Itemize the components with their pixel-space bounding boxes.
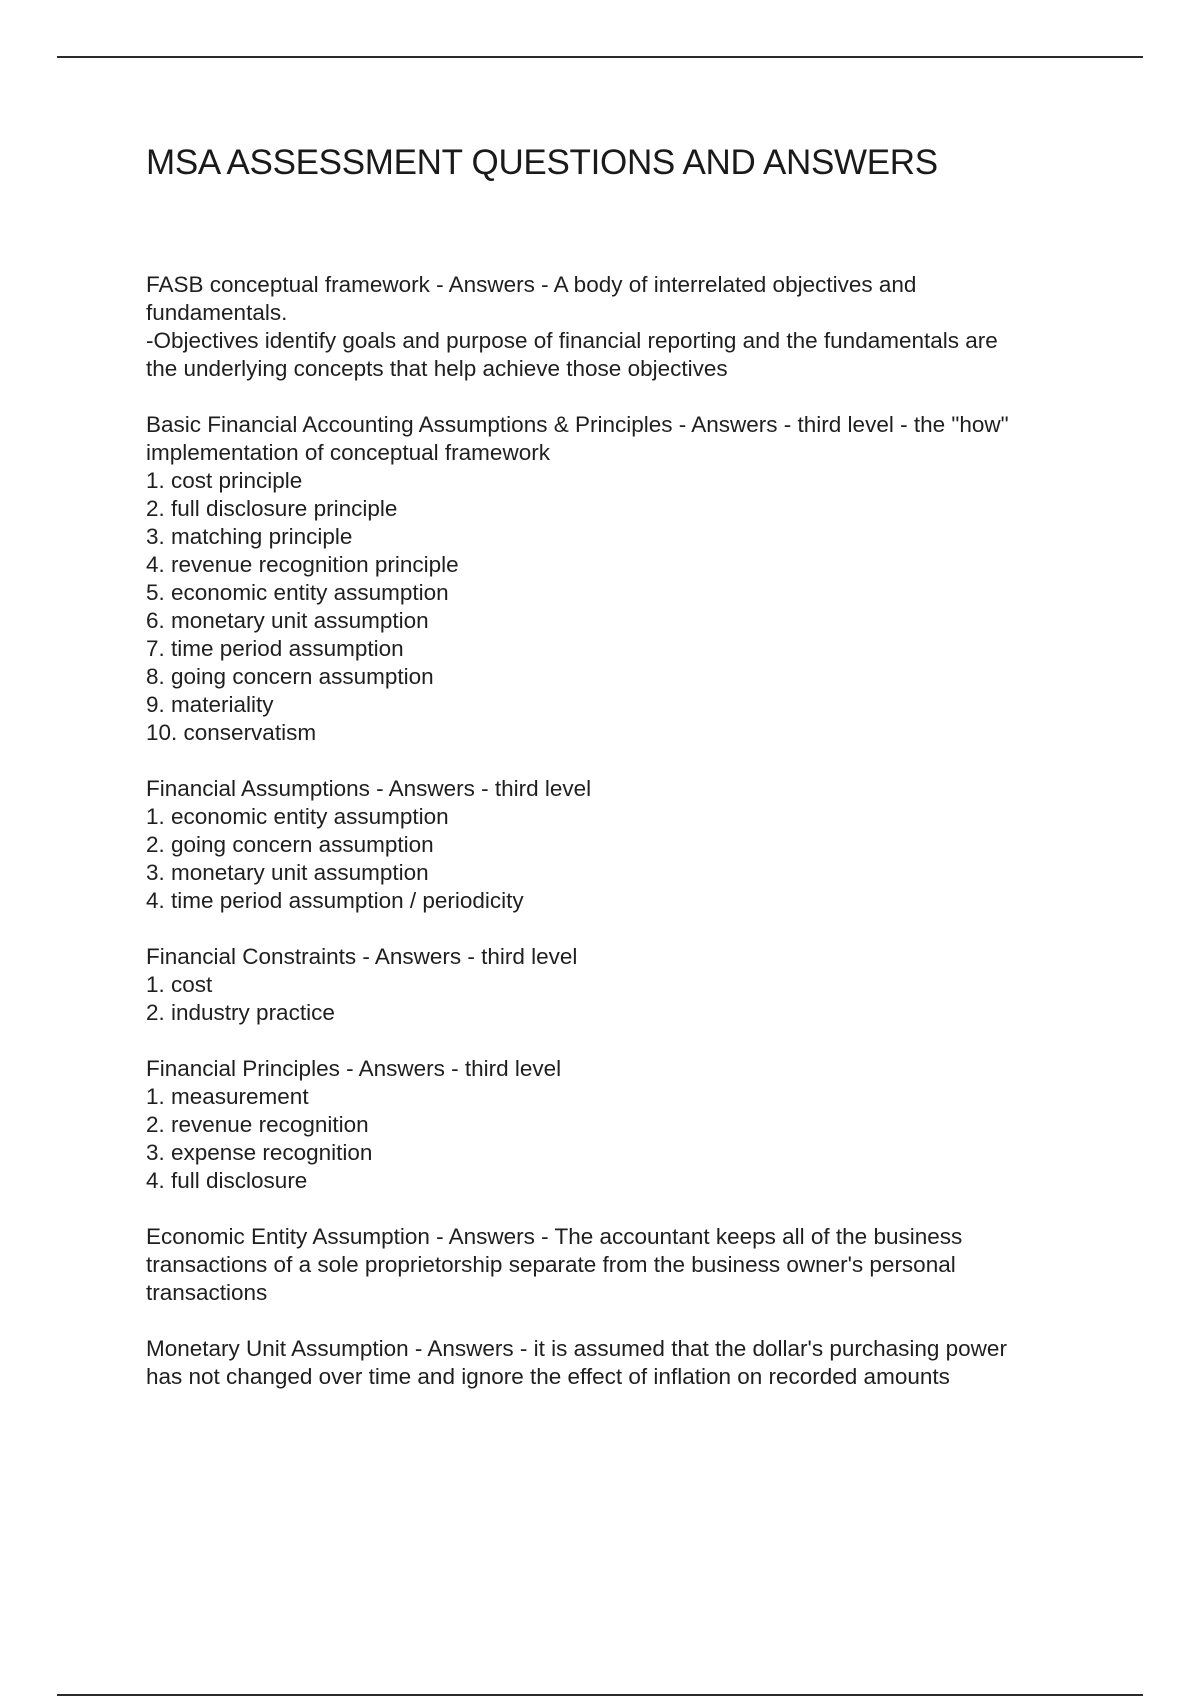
qa-entry xyxy=(146,943,1086,1027)
top-rule xyxy=(57,56,1143,58)
answer-list-item: 3. monetary unit assumption xyxy=(146,860,429,885)
qa-text-line: FASB conceptual framework - Answers - A body of interrelated objectives and xyxy=(146,272,917,297)
answer-list-item: 1. cost principle xyxy=(146,468,303,493)
qa-entry xyxy=(146,411,1086,747)
page-title: MSA ASSESSMENT QUESTIONS AND ANSWERS xyxy=(146,143,938,182)
qa-entry xyxy=(146,775,1086,915)
document-body xyxy=(146,271,1086,1419)
answer-list-item: 2. revenue recognition xyxy=(146,1112,369,1137)
answer-list-item: 3. matching principle xyxy=(146,524,353,549)
qa-text-line: Economic Entity Assumption - Answers - The accountant keeps all of the business xyxy=(146,1224,963,1249)
qa-text-line: implementation of conceptual framework xyxy=(146,440,550,465)
answer-list-item: 1. measurement xyxy=(146,1084,309,1109)
qa-text-line: transactions of a sole proprietorship separate from the business owner's personal xyxy=(146,1252,956,1277)
bottom-rule xyxy=(57,1694,1143,1696)
qa-text-line: fundamentals. xyxy=(146,300,288,325)
qa-text-line: Financial Principles - Answers - third level xyxy=(146,1056,562,1081)
answer-list-item: 2. going concern assumption xyxy=(146,832,434,857)
answer-list xyxy=(146,971,1086,1027)
qa-entry xyxy=(146,1223,1086,1307)
answer-list-item: 10. conservatism xyxy=(146,720,317,745)
answer-list-item: 2. full disclosure principle xyxy=(146,496,398,521)
answer-list xyxy=(146,803,1086,915)
answer-list-item: 7. time period assumption xyxy=(146,636,404,661)
qa-text-line: Monetary Unit Assumption - Answers - it is assumed that the dollar's purchasing power xyxy=(146,1336,1007,1361)
qa-text-line: transactions xyxy=(146,1280,268,1305)
qa-text-line: Financial Assumptions - Answers - third level xyxy=(146,776,592,801)
qa-text-line: Basic Financial Accounting Assumptions & Principles - Answers - third level - the "how" xyxy=(146,412,1009,437)
answer-list-item: 4. revenue recognition principle xyxy=(146,552,459,577)
qa-entry xyxy=(146,271,1086,383)
answer-list-item: 2. industry practice xyxy=(146,1000,335,1025)
answer-list-item: 4. full disclosure xyxy=(146,1168,308,1193)
answer-list xyxy=(146,1083,1086,1195)
answer-list xyxy=(146,467,1086,747)
answer-list-item: 1. cost xyxy=(146,972,213,997)
answer-list-item: 6. monetary unit assumption xyxy=(146,608,429,633)
answer-list-item: 1. economic entity assumption xyxy=(146,804,449,829)
answer-list-item: 3. expense recognition xyxy=(146,1140,373,1165)
qa-entry xyxy=(146,1055,1086,1195)
qa-text-line: -Objectives identify goals and purpose of financial reporting and the fundamentals are xyxy=(146,328,998,353)
qa-text-line: the underlying concepts that help achieve those objectives xyxy=(146,356,728,381)
qa-text-line: Financial Constraints - Answers - third level xyxy=(146,944,578,969)
answer-list-item: 8. going concern assumption xyxy=(146,664,434,689)
answer-list-item: 4. time period assumption / periodicity xyxy=(146,888,524,913)
qa-text-line: has not changed over time and ignore the effect of inflation on recorded amounts xyxy=(146,1364,950,1389)
answer-list-item: 5. economic entity assumption xyxy=(146,580,449,605)
qa-entry xyxy=(146,1335,1086,1391)
answer-list-item: 9. materiality xyxy=(146,692,274,717)
